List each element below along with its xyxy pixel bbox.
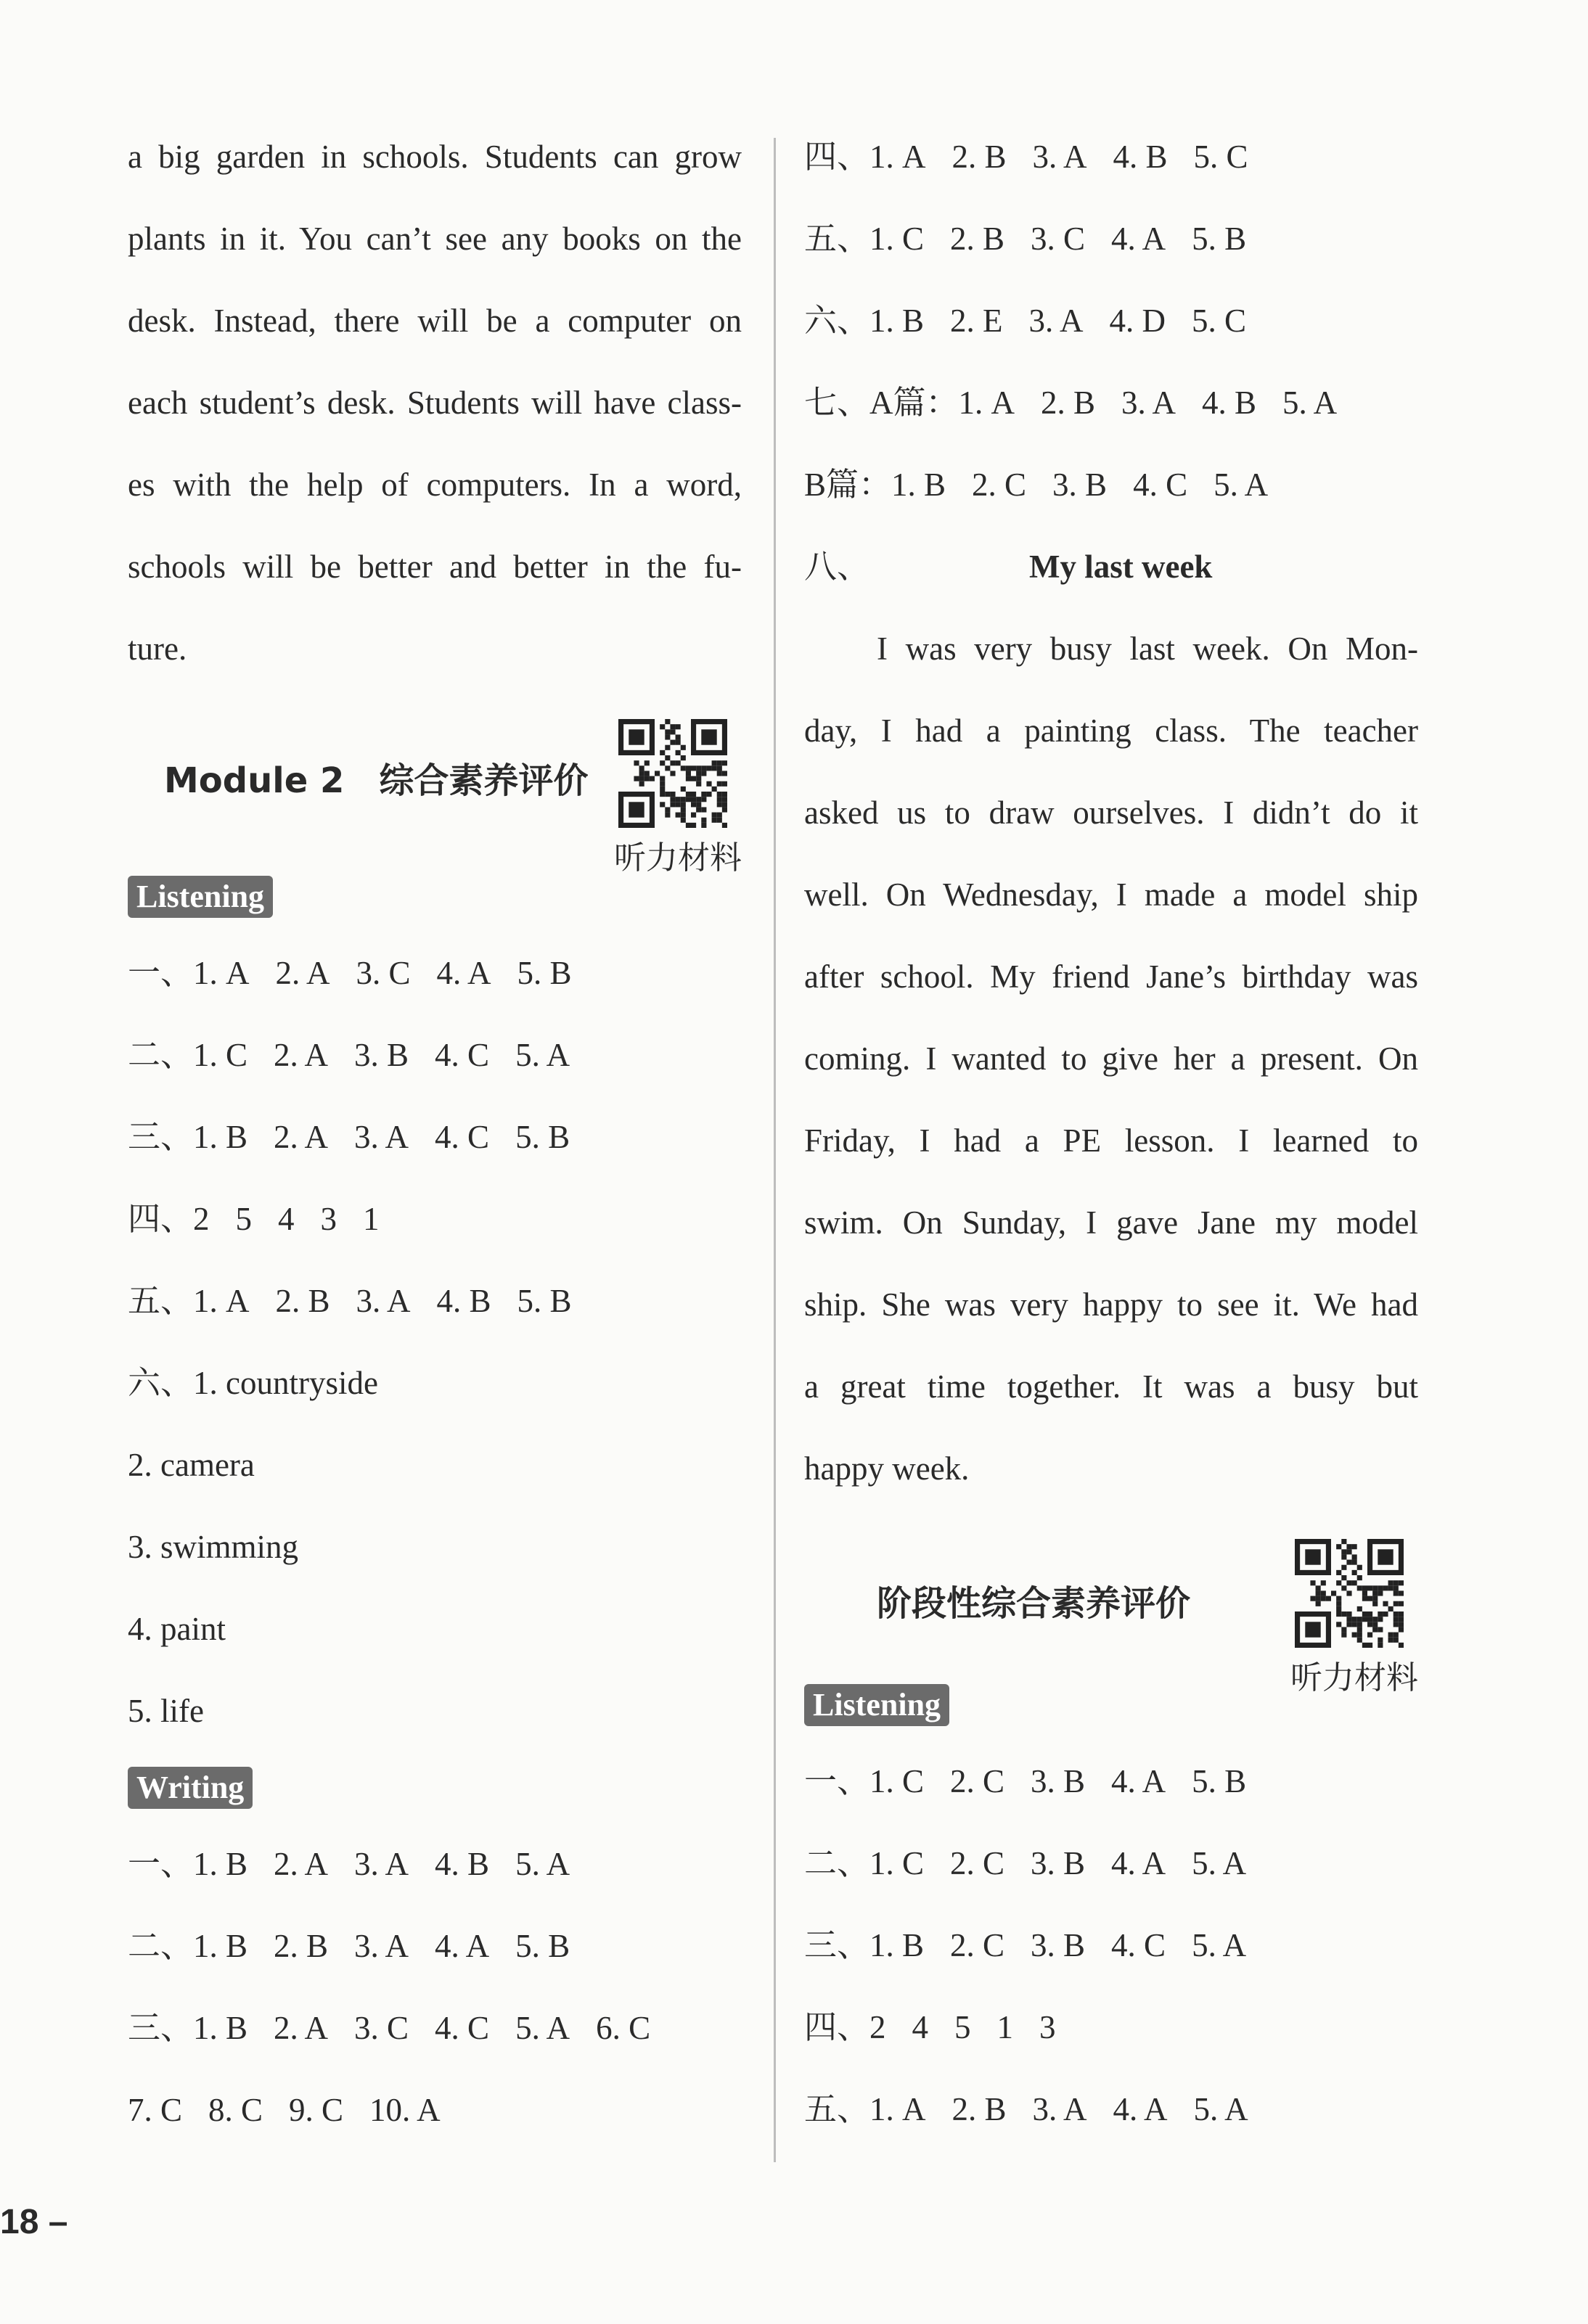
answer-item: 3. A: [1032, 139, 1087, 175]
answer-item: 5. life: [128, 1693, 204, 1729]
answer-row: [128, 1178, 742, 1260]
page-number: 18 –: [0, 2203, 68, 2241]
answer-item: 4. A: [435, 1928, 490, 1964]
text-line: happy week.: [804, 1450, 970, 1487]
answer-item: 1: [996, 2009, 1014, 2045]
answer-item: 3. C: [354, 2010, 409, 2046]
answer-item: 五、1. A: [804, 2091, 926, 2127]
answer-item: 4. A: [1111, 221, 1166, 257]
answer-item: 2. B: [951, 2091, 1007, 2127]
essay-heading: [804, 526, 1418, 608]
answer-item: 五、1. A: [128, 1283, 250, 1319]
answer-item: 3. C: [1031, 221, 1086, 257]
answer-item: 3. A: [1032, 2091, 1087, 2127]
answer-rows: [804, 116, 1418, 526]
answer-item: 5. A: [1193, 2091, 1248, 2127]
answer-item: 2. B: [274, 1928, 329, 1964]
answer-row: [804, 198, 1418, 280]
answer-item: 3: [1039, 2009, 1056, 2045]
answer-row: [128, 1670, 742, 1752]
answer-item: 7. C: [128, 2092, 183, 2128]
answer-item: 2. C: [950, 1927, 1005, 1963]
answer-item: 三、1. B: [804, 1927, 925, 1963]
writing-answers: [128, 1823, 742, 2151]
answer-item: 4. D: [1109, 303, 1166, 339]
answer-item: 二、1. B: [128, 1928, 248, 1964]
essay-label: 八、: [804, 549, 870, 585]
answer-row: [804, 362, 1418, 444]
essay-continuation: [128, 116, 742, 690]
left-column: [128, 116, 742, 2151]
qr-code-icon[interactable]: [618, 719, 727, 828]
answer-item: 2. A: [274, 1846, 329, 1882]
answer-row: [804, 116, 1418, 198]
answer-row: [128, 1588, 742, 1670]
answer-item: 六、1. B: [804, 303, 925, 339]
answer-item: 3. A: [356, 1283, 411, 1319]
answer-item: 5. A: [1213, 467, 1269, 503]
text-line: desk. Instead, there will be a computer on: [128, 303, 742, 339]
answer-item: 2. B: [951, 139, 1007, 175]
answer-item: 2. C: [950, 1763, 1005, 1799]
answer-item: 2. A: [274, 1119, 329, 1155]
answer-item: 2. A: [274, 1037, 329, 1073]
answer-item: 一、1. B: [128, 1846, 248, 1882]
answer-item: 2. camera: [128, 1447, 255, 1483]
answer-item: 5: [235, 1201, 253, 1237]
essay-title: My last week: [1029, 549, 1213, 585]
answer-row: [128, 1905, 742, 1987]
answer-row: [128, 1987, 742, 2069]
answer-item: 2. B: [275, 1283, 330, 1319]
answer-row: [804, 280, 1418, 362]
answer-item: 3. B: [1031, 1927, 1086, 1963]
text-line: a big garden in schools. Students can grow: [128, 139, 742, 175]
answer-item: 5. A: [1282, 385, 1338, 421]
answer-row: [128, 1260, 742, 1342]
answer-item: 3. A: [1121, 385, 1176, 421]
section-title: Module 2 综合素养评价: [164, 760, 589, 801]
qr-code-icon[interactable]: [1295, 1539, 1404, 1648]
answer-item: 5. A: [1192, 1927, 1247, 1963]
answer-row: [128, 2069, 742, 2151]
answer-item: 五、1. C: [804, 221, 925, 257]
answer-item: 4. paint: [128, 1611, 226, 1647]
text-line: swim. On Sunday, I gave Jane my model: [804, 1204, 1418, 1241]
answer-item: 9. C: [289, 2092, 344, 2128]
answer-row: [128, 1424, 742, 1506]
text-line: ship. She was very happy to see it. We had: [804, 1286, 1418, 1323]
answer-row: [128, 1506, 742, 1588]
text-line: plants in it. You can’t see any books on the: [128, 221, 742, 257]
answer-item: 2. A: [274, 2010, 329, 2046]
answer-item: 三、1. B: [128, 2010, 248, 2046]
right-column: [804, 116, 1418, 2151]
answer-item: 10. A: [369, 2092, 441, 2128]
answer-item: 5: [954, 2009, 971, 2045]
answer-item: 6. C: [596, 2010, 651, 2046]
answer-item: 5. C: [1193, 139, 1248, 175]
answer-row: [804, 1741, 1418, 1823]
writing-badge: Writing: [128, 1767, 253, 1809]
text-line: ture.: [128, 631, 187, 667]
text-line: I was very busy last week. On Mon-: [877, 631, 1418, 667]
answer-item: 3. C: [356, 955, 411, 991]
answer-item: 3. A: [1028, 303, 1084, 339]
answer-item: 5. B: [1192, 1763, 1247, 1799]
answer-item: 5. C: [1192, 303, 1247, 339]
answer-item: 3. B: [1052, 467, 1108, 503]
answer-item: 2. C: [972, 467, 1027, 503]
answer-row: [128, 932, 742, 1014]
answer-item: 5. A: [1192, 1845, 1247, 1881]
answer-item: 四、1. A: [804, 139, 926, 175]
text-line: each student’s desk. Students will have class-: [128, 385, 742, 421]
text-line: Friday, I had a PE lesson. I learned to: [804, 1122, 1418, 1159]
text-line: coming. I wanted to give her a present. On: [804, 1040, 1418, 1077]
answer-item: 4. C: [1111, 1927, 1166, 1963]
answer-row: [128, 1096, 742, 1178]
stage-header: [804, 1510, 1418, 1696]
listening-answers: [804, 1741, 1418, 2151]
answer-item: 5. B: [515, 1119, 570, 1155]
answer-item: 四、2: [804, 2009, 886, 2045]
answer-item: 4. C: [435, 1037, 490, 1073]
answer-item: 3: [320, 1201, 337, 1237]
column-divider: [774, 138, 776, 2162]
listening-badge: Listening: [804, 1684, 949, 1726]
answer-item: 3. A: [354, 1846, 409, 1882]
module2-header: [128, 690, 742, 876]
answer-item: 4. B: [1113, 139, 1168, 175]
answer-item: 4. A: [1111, 1845, 1166, 1881]
text-line: es with the help of computers. In a word,: [128, 467, 742, 503]
answer-item: 4: [912, 2009, 929, 2045]
answer-item: 2. A: [275, 955, 330, 991]
answer-item: 3. B: [1031, 1763, 1086, 1799]
answer-item: 4. A: [1111, 1763, 1166, 1799]
answer-row: [128, 1342, 742, 1424]
text-line: day, I had a painting class. The teacher: [804, 713, 1418, 749]
answer-item: 4. C: [435, 1119, 490, 1155]
model-essay: [804, 608, 1418, 1510]
answer-item: 8. C: [208, 2092, 263, 2128]
answer-item: 4. B: [436, 1283, 491, 1319]
answer-item: 5. A: [515, 2010, 570, 2046]
answer-row: [804, 1987, 1418, 2069]
answer-item: 一、1. C: [804, 1763, 925, 1799]
answer-item: 3. B: [1031, 1845, 1086, 1881]
text-line: a great time together. It was a busy but: [804, 1368, 1418, 1405]
text-line: schools will be better and better in the fu-: [128, 549, 742, 585]
answer-row: [804, 2069, 1418, 2151]
answer-item: 2. E: [950, 303, 1003, 339]
answer-item: 5. B: [517, 1283, 572, 1319]
answer-row: [128, 1014, 742, 1096]
answer-item: 四、2: [128, 1201, 210, 1237]
text-line: well. On Wednesday, I made a model ship: [804, 876, 1418, 913]
answer-row: [804, 1823, 1418, 1905]
text-line: asked us to draw ourselves. I didn’t do it: [804, 794, 1418, 831]
answer-row: [804, 444, 1418, 526]
answer-item: 4: [278, 1201, 295, 1237]
answer-item: 5. A: [515, 1037, 570, 1073]
answer-item: 4. A: [1113, 2091, 1168, 2127]
answer-item: 2. C: [950, 1845, 1005, 1881]
listening-answers: [128, 932, 742, 1752]
answer-item: 4. A: [436, 955, 491, 991]
answer-item: 5. B: [517, 955, 572, 991]
answer-item: 六、1. countryside: [128, 1365, 378, 1401]
answer-item: 3. A: [354, 1928, 409, 1964]
answer-row: [804, 1905, 1418, 1987]
answer-item: 4. B: [435, 1846, 490, 1882]
answer-item: 3. B: [354, 1037, 409, 1073]
answer-item: 3. swimming: [128, 1529, 299, 1565]
answer-item: 七、A篇：1. A: [804, 385, 1015, 421]
answer-item: 5. B: [515, 1928, 570, 1964]
answer-item: 一、1. A: [128, 955, 250, 991]
answer-item: 4. C: [1133, 467, 1188, 503]
listening-badge: Listening: [128, 876, 273, 918]
answer-item: 3. A: [354, 1119, 409, 1155]
answer-item: 二、1. C: [804, 1845, 925, 1881]
answer-item: 二、1. C: [128, 1037, 248, 1073]
section-title: 阶段性综合素养评价: [877, 1583, 1191, 1624]
answer-item: 2. B: [1041, 385, 1096, 421]
answer-item: 三、1. B: [128, 1119, 248, 1155]
answer-item: 5. B: [1192, 221, 1247, 257]
answer-item: 2. B: [950, 221, 1005, 257]
answer-item: 1: [363, 1201, 380, 1237]
qr-caption: 听力材料: [1290, 1659, 1418, 1696]
answer-row: [128, 1823, 742, 1905]
qr-caption: 听力材料: [614, 839, 742, 876]
answer-item: B篇：1. B: [804, 467, 946, 503]
text-line: after school. My friend Jane’s birthday was: [804, 958, 1418, 995]
answer-item: 4. C: [435, 2010, 490, 2046]
answer-item: 4. B: [1202, 385, 1257, 421]
answer-item: 5. A: [515, 1846, 570, 1882]
